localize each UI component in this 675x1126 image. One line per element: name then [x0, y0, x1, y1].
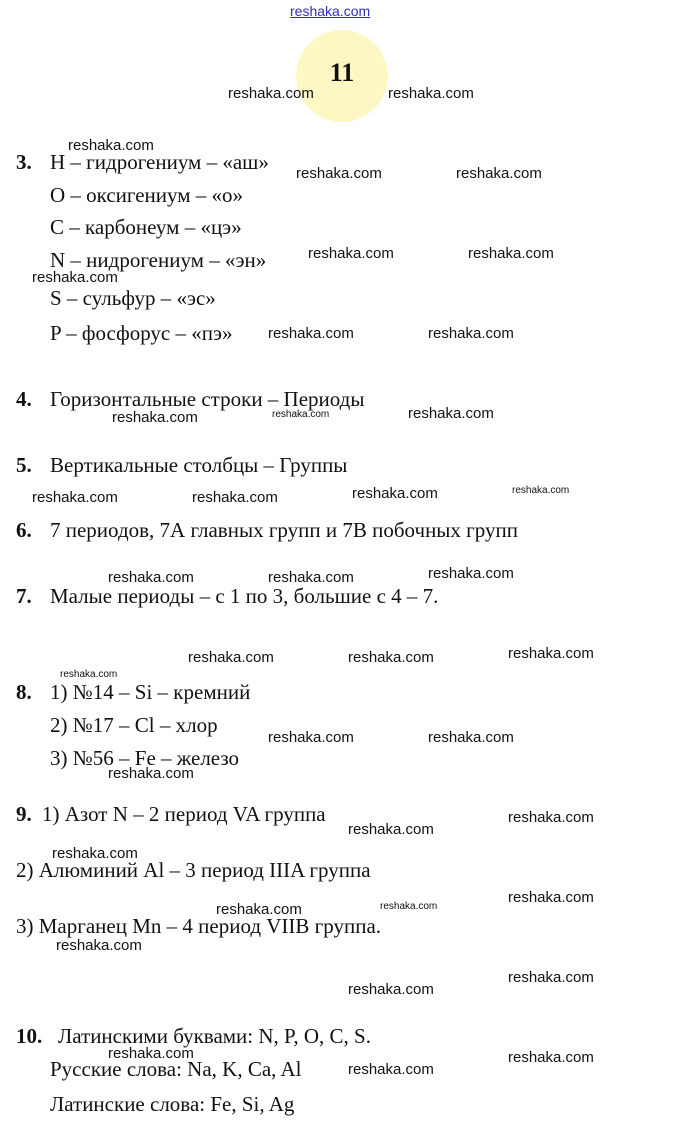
watermark: reshaka.com: [388, 85, 474, 102]
q8-line-1: 1) №14 – Si – кремний: [50, 680, 251, 704]
q3-line-1: H – гидрогениум – «аш»: [50, 150, 269, 174]
watermark: reshaka.com: [508, 809, 594, 826]
q3-line-2: O – оксигениум – «о»: [50, 183, 244, 207]
q8-line-2: 2) №17 – Cl – хлор: [50, 713, 218, 737]
q6-number: 6.: [16, 518, 32, 542]
watermark: reshaka.com: [308, 245, 394, 262]
q5-number: 5.: [16, 453, 32, 477]
watermark: reshaka.com: [512, 485, 570, 496]
watermark: reshaka.com: [108, 569, 194, 586]
q8-number: 8.: [16, 680, 32, 704]
page-number: 11: [329, 58, 355, 87]
watermark: reshaka.com: [408, 405, 494, 422]
watermark: reshaka.com: [456, 165, 542, 182]
watermark: reshaka.com: [32, 269, 118, 286]
watermark: reshaka.com: [56, 937, 142, 954]
q3-line-6: P – фосфорус – «пэ»: [50, 321, 233, 345]
q5-text: Вертикальные столбцы – Группы: [50, 453, 348, 477]
watermark: reshaka.com: [68, 137, 154, 154]
watermark: reshaka.com: [380, 901, 438, 912]
watermark: reshaka.com: [508, 1049, 594, 1066]
watermark: reshaka.com: [348, 649, 434, 666]
watermark: reshaka.com: [428, 325, 514, 342]
watermark: reshaka.com: [468, 245, 554, 262]
watermark: reshaka.com: [352, 485, 438, 502]
q7-text: Малые периоды – с 1 по 3, большие с 4 – 7.: [50, 584, 439, 608]
watermark: reshaka.com: [108, 765, 194, 782]
q3-line-3: C – карбонеум – «цэ»: [50, 215, 242, 239]
watermark: reshaka.com: [268, 325, 354, 342]
watermark: reshaka.com: [428, 729, 514, 746]
watermark: reshaka.com: [508, 645, 594, 662]
watermark: reshaka.com: [52, 845, 138, 862]
q7-number: 7.: [16, 584, 32, 608]
watermark: reshaka.com: [32, 489, 118, 506]
q10-line-3: Латинские слова: Fe, Si, Ag: [50, 1092, 295, 1116]
q9-line-2: 2) Алюминий Al – 3 период IIIA группа: [16, 858, 371, 882]
q9-line-3: 3) Марганец Mn – 4 период VIIB группа.: [16, 914, 382, 938]
q6-text: 7 периодов, 7А главных групп и 7В побочных групп: [50, 518, 518, 542]
watermark: reshaka.com: [272, 409, 330, 420]
q8-line-3: 3) №56 – Fe – железо: [50, 746, 240, 770]
watermark: reshaka.com: [108, 1045, 194, 1062]
q9-line-1: 1) Азот N – 2 период VA группа: [42, 802, 326, 826]
q10-line-1: Латинскими буквами: N, P, O, C, S.: [58, 1024, 371, 1048]
watermark: reshaka.com: [216, 901, 302, 918]
watermark: reshaka.com: [348, 981, 434, 998]
watermark: reshaka.com: [508, 969, 594, 986]
q10-number: 10.: [16, 1024, 43, 1048]
q4-number: 4.: [16, 387, 32, 411]
watermark: reshaka.com: [268, 729, 354, 746]
site-link[interactable]: reshaka.com: [290, 3, 371, 19]
watermark: reshaka.com: [348, 821, 434, 838]
watermark: reshaka.com: [60, 669, 118, 680]
watermark: reshaka.com: [348, 1061, 434, 1078]
q3-line-5: S – сульфур – «эс»: [50, 286, 216, 310]
watermark: reshaka.com: [228, 85, 314, 102]
watermark: reshaka.com: [112, 409, 198, 426]
q10-line-2: Русские слова: Na, K, Ca, Al: [50, 1057, 302, 1081]
watermark: reshaka.com: [268, 569, 354, 586]
watermark: reshaka.com: [296, 165, 382, 182]
watermark: reshaka.com: [188, 649, 274, 666]
watermark: reshaka.com: [428, 565, 514, 582]
q9-number: 9.: [16, 802, 32, 826]
watermark: reshaka.com: [508, 889, 594, 906]
q3-line-4: N – нидрогениум – «эн»: [50, 248, 267, 272]
watermark: reshaka.com: [192, 489, 278, 506]
q3-number: 3.: [16, 150, 32, 174]
q4-text: Горизонтальные строки – Периоды: [50, 387, 365, 411]
